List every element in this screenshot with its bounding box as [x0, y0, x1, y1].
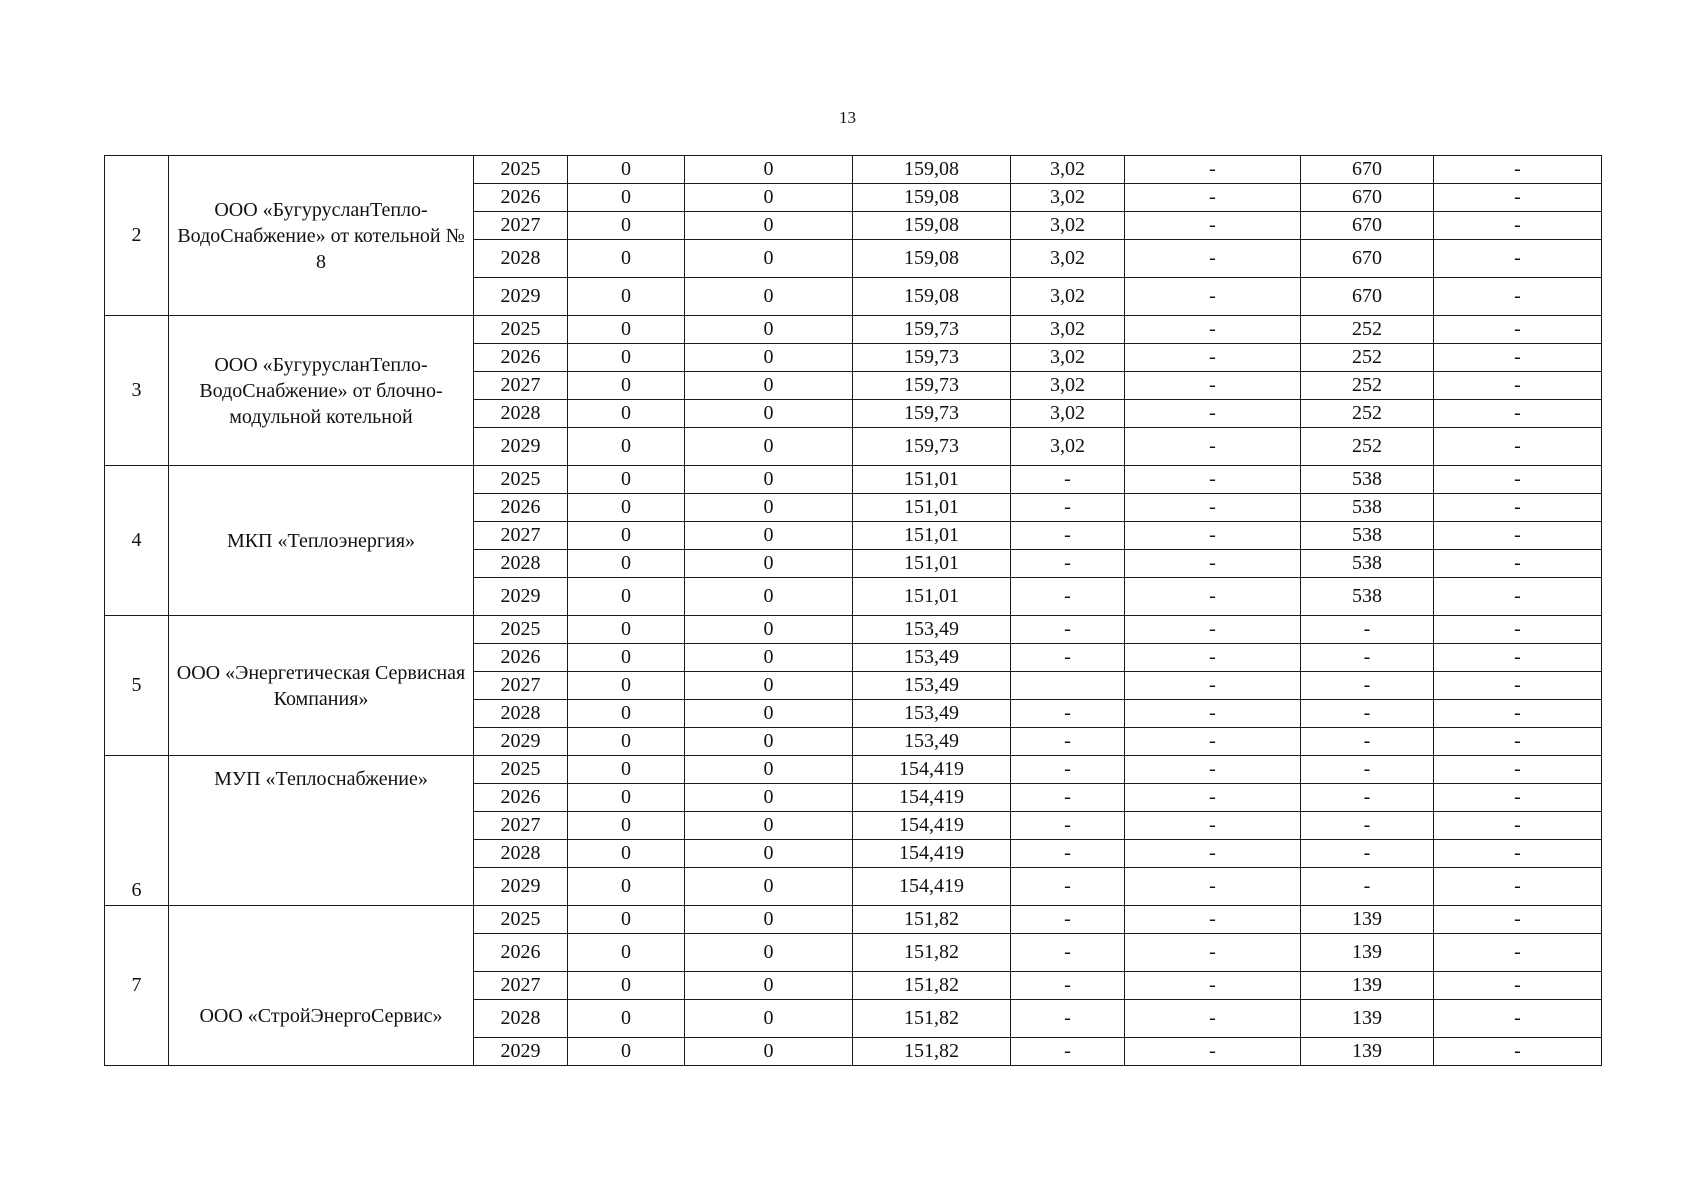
value-2-cell: 0: [685, 616, 853, 644]
value-7-cell: -: [1434, 906, 1602, 934]
value-6-cell: -: [1301, 700, 1434, 728]
value-6-cell: 538: [1301, 466, 1434, 494]
organization-cell: ООО «БугурусланТепло-ВодоСнабжение» от блочно-модульной котельной: [169, 316, 474, 466]
value-7-cell: -: [1434, 672, 1602, 700]
value-1-cell: 0: [568, 868, 685, 906]
value-2-cell: 0: [685, 972, 853, 1000]
row-number-cell: 7: [105, 906, 169, 1066]
value-2-cell: 0: [685, 700, 853, 728]
tariff-cell: 151,82: [853, 1000, 1011, 1038]
value-2-cell: 0: [685, 212, 853, 240]
value-7-cell: -: [1434, 494, 1602, 522]
tariff-table: [104, 155, 1602, 1066]
value-1-cell: 0: [568, 372, 685, 400]
tariff-cell: 159,08: [853, 156, 1011, 184]
value-7-cell: -: [1434, 212, 1602, 240]
value-7-cell: -: [1434, 1000, 1602, 1038]
value-5-cell: -: [1125, 1000, 1301, 1038]
value-5-cell: -: [1125, 156, 1301, 184]
year-cell: 2026: [474, 784, 568, 812]
value-4-cell: -: [1011, 840, 1125, 868]
value-7-cell: -: [1434, 400, 1602, 428]
value-6-cell: -: [1301, 672, 1434, 700]
value-4-cell: -: [1011, 728, 1125, 756]
value-7-cell: -: [1434, 616, 1602, 644]
value-1-cell: 0: [568, 400, 685, 428]
value-5-cell: -: [1125, 672, 1301, 700]
year-cell: 2025: [474, 756, 568, 784]
value-4-cell: -: [1011, 522, 1125, 550]
value-1-cell: 0: [568, 672, 685, 700]
value-7-cell: -: [1434, 1038, 1602, 1066]
value-6-cell: 670: [1301, 240, 1434, 278]
value-4-cell: -: [1011, 868, 1125, 906]
value-7-cell: -: [1434, 184, 1602, 212]
value-5-cell: -: [1125, 578, 1301, 616]
value-6-cell: 538: [1301, 494, 1434, 522]
value-2-cell: 0: [685, 494, 853, 522]
tariff-cell: 154,419: [853, 868, 1011, 906]
value-5-cell: -: [1125, 400, 1301, 428]
value-1-cell: 0: [568, 906, 685, 934]
value-1-cell: 0: [568, 240, 685, 278]
value-2-cell: 0: [685, 344, 853, 372]
value-5-cell: -: [1125, 494, 1301, 522]
year-cell: 2029: [474, 1038, 568, 1066]
tariff-cell: 159,08: [853, 278, 1011, 316]
tariff-cell: 159,73: [853, 428, 1011, 466]
value-1-cell: 0: [568, 316, 685, 344]
value-2-cell: 0: [685, 906, 853, 934]
value-5-cell: -: [1125, 812, 1301, 840]
year-cell: 2026: [474, 644, 568, 672]
value-6-cell: 139: [1301, 1000, 1434, 1038]
value-2-cell: 0: [685, 728, 853, 756]
year-cell: 2027: [474, 212, 568, 240]
value-2-cell: 0: [685, 466, 853, 494]
value-4-cell: -: [1011, 906, 1125, 934]
year-cell: 2027: [474, 812, 568, 840]
tariff-cell: 159,08: [853, 184, 1011, 212]
value-2-cell: 0: [685, 240, 853, 278]
value-5-cell: -: [1125, 550, 1301, 578]
organization-cell: МКП «Теплоэнергия»: [169, 466, 474, 616]
value-5-cell: -: [1125, 934, 1301, 972]
tariff-cell: 153,49: [853, 644, 1011, 672]
value-1-cell: 0: [568, 728, 685, 756]
value-5-cell: -: [1125, 184, 1301, 212]
value-4-cell: 3,02: [1011, 400, 1125, 428]
value-1-cell: 0: [568, 578, 685, 616]
value-6-cell: -: [1301, 868, 1434, 906]
value-4-cell: 3,02: [1011, 372, 1125, 400]
value-7-cell: -: [1434, 756, 1602, 784]
value-2-cell: 0: [685, 756, 853, 784]
tariff-cell: 159,73: [853, 316, 1011, 344]
value-6-cell: -: [1301, 840, 1434, 868]
table-row: [105, 906, 1602, 934]
value-4-cell: -: [1011, 700, 1125, 728]
year-cell: 2028: [474, 550, 568, 578]
value-2-cell: 0: [685, 278, 853, 316]
value-1-cell: 0: [568, 756, 685, 784]
value-2-cell: 0: [685, 372, 853, 400]
value-1-cell: 0: [568, 812, 685, 840]
tariff-cell: 151,01: [853, 522, 1011, 550]
table-row: [105, 316, 1602, 344]
tariff-cell: 154,419: [853, 812, 1011, 840]
value-1-cell: 0: [568, 494, 685, 522]
table-row: [105, 756, 1602, 784]
year-cell: 2025: [474, 906, 568, 934]
organization-cell: ООО «СтройЭнергоСервис»: [169, 906, 474, 1066]
value-7-cell: -: [1434, 812, 1602, 840]
tariff-cell: 151,82: [853, 1038, 1011, 1066]
value-6-cell: 252: [1301, 428, 1434, 466]
value-7-cell: -: [1434, 972, 1602, 1000]
row-number-cell: 4: [105, 466, 169, 616]
value-4-cell: [1011, 672, 1125, 700]
value-2-cell: 0: [685, 316, 853, 344]
value-5-cell: -: [1125, 840, 1301, 868]
value-6-cell: 670: [1301, 278, 1434, 316]
year-cell: 2027: [474, 372, 568, 400]
value-6-cell: 538: [1301, 578, 1434, 616]
value-6-cell: -: [1301, 756, 1434, 784]
value-1-cell: 0: [568, 1000, 685, 1038]
tariff-cell: 151,01: [853, 578, 1011, 616]
value-1-cell: 0: [568, 184, 685, 212]
year-cell: 2029: [474, 728, 568, 756]
value-4-cell: -: [1011, 1038, 1125, 1066]
page-number: 13: [839, 108, 856, 127]
value-7-cell: -: [1434, 840, 1602, 868]
year-cell: 2027: [474, 672, 568, 700]
value-4-cell: -: [1011, 812, 1125, 840]
value-7-cell: -: [1434, 868, 1602, 906]
year-cell: 2026: [474, 344, 568, 372]
table-row: [105, 616, 1602, 644]
year-cell: 2025: [474, 616, 568, 644]
year-cell: 2029: [474, 278, 568, 316]
year-cell: 2028: [474, 1000, 568, 1038]
value-6-cell: 252: [1301, 372, 1434, 400]
tariff-cell: 151,01: [853, 494, 1011, 522]
value-4-cell: 3,02: [1011, 316, 1125, 344]
tariff-cell: 151,82: [853, 906, 1011, 934]
value-5-cell: -: [1125, 466, 1301, 494]
value-7-cell: -: [1434, 316, 1602, 344]
value-5-cell: -: [1125, 756, 1301, 784]
value-2-cell: 0: [685, 868, 853, 906]
year-cell: 2026: [474, 184, 568, 212]
value-7-cell: -: [1434, 550, 1602, 578]
value-5-cell: -: [1125, 344, 1301, 372]
year-cell: 2027: [474, 972, 568, 1000]
value-6-cell: 252: [1301, 316, 1434, 344]
year-cell: 2029: [474, 428, 568, 466]
value-6-cell: 538: [1301, 550, 1434, 578]
value-2-cell: 0: [685, 672, 853, 700]
tariff-cell: 151,01: [853, 466, 1011, 494]
value-7-cell: -: [1434, 278, 1602, 316]
value-5-cell: -: [1125, 700, 1301, 728]
value-5-cell: -: [1125, 316, 1301, 344]
value-4-cell: -: [1011, 466, 1125, 494]
value-7-cell: -: [1434, 372, 1602, 400]
value-1-cell: 0: [568, 700, 685, 728]
value-6-cell: 139: [1301, 1038, 1434, 1066]
value-4-cell: -: [1011, 1000, 1125, 1038]
value-7-cell: -: [1434, 784, 1602, 812]
tariff-cell: 153,49: [853, 700, 1011, 728]
value-1-cell: 0: [568, 1038, 685, 1066]
value-6-cell: 670: [1301, 212, 1434, 240]
tariff-cell: 159,73: [853, 400, 1011, 428]
value-1-cell: 0: [568, 972, 685, 1000]
value-5-cell: -: [1125, 1038, 1301, 1066]
value-6-cell: 670: [1301, 156, 1434, 184]
value-4-cell: 3,02: [1011, 278, 1125, 316]
value-4-cell: -: [1011, 756, 1125, 784]
value-5-cell: -: [1125, 240, 1301, 278]
value-7-cell: -: [1434, 522, 1602, 550]
value-4-cell: -: [1011, 494, 1125, 522]
tariff-cell: 154,419: [853, 756, 1011, 784]
value-1-cell: 0: [568, 784, 685, 812]
value-6-cell: 139: [1301, 906, 1434, 934]
value-4-cell: 3,02: [1011, 212, 1125, 240]
value-2-cell: 0: [685, 156, 853, 184]
tariff-cell: 151,82: [853, 934, 1011, 972]
row-number-cell: 6: [105, 756, 169, 906]
value-6-cell: 252: [1301, 344, 1434, 372]
year-cell: 2029: [474, 868, 568, 906]
value-4-cell: 3,02: [1011, 240, 1125, 278]
value-2-cell: 0: [685, 184, 853, 212]
value-2-cell: 0: [685, 1000, 853, 1038]
value-6-cell: -: [1301, 812, 1434, 840]
value-4-cell: -: [1011, 934, 1125, 972]
year-cell: 2025: [474, 466, 568, 494]
year-cell: 2025: [474, 156, 568, 184]
value-2-cell: 0: [685, 934, 853, 972]
value-6-cell: -: [1301, 784, 1434, 812]
value-4-cell: -: [1011, 784, 1125, 812]
year-cell: 2027: [474, 522, 568, 550]
value-7-cell: -: [1434, 700, 1602, 728]
tariff-cell: 153,49: [853, 672, 1011, 700]
value-5-cell: -: [1125, 728, 1301, 756]
value-4-cell: -: [1011, 550, 1125, 578]
value-1-cell: 0: [568, 840, 685, 868]
value-2-cell: 0: [685, 522, 853, 550]
value-1-cell: 0: [568, 616, 685, 644]
tariff-cell: 154,419: [853, 840, 1011, 868]
organization-cell: ООО «Энергетическая Сервисная Компания»: [169, 616, 474, 756]
value-6-cell: 139: [1301, 934, 1434, 972]
value-7-cell: -: [1434, 934, 1602, 972]
tariff-cell: 153,49: [853, 616, 1011, 644]
value-7-cell: -: [1434, 466, 1602, 494]
year-cell: 2028: [474, 700, 568, 728]
value-4-cell: 3,02: [1011, 156, 1125, 184]
value-1-cell: 0: [568, 644, 685, 672]
value-6-cell: 252: [1301, 400, 1434, 428]
value-2-cell: 0: [685, 840, 853, 868]
tariff-cell: 151,01: [853, 550, 1011, 578]
value-6-cell: -: [1301, 728, 1434, 756]
value-7-cell: -: [1434, 240, 1602, 278]
value-2-cell: 0: [685, 550, 853, 578]
value-1-cell: 0: [568, 156, 685, 184]
value-1-cell: 0: [568, 212, 685, 240]
organization-cell: ООО «БугурусланТепло-ВодоСнабжение» от котельной № 8: [169, 156, 474, 316]
year-cell: 2028: [474, 240, 568, 278]
value-5-cell: -: [1125, 784, 1301, 812]
value-4-cell: 3,02: [1011, 428, 1125, 466]
value-5-cell: -: [1125, 212, 1301, 240]
row-number-cell: 3: [105, 316, 169, 466]
value-2-cell: 0: [685, 644, 853, 672]
value-4-cell: 3,02: [1011, 344, 1125, 372]
value-2-cell: 0: [685, 578, 853, 616]
value-1-cell: 0: [568, 278, 685, 316]
year-cell: 2028: [474, 400, 568, 428]
value-7-cell: -: [1434, 428, 1602, 466]
value-6-cell: 139: [1301, 972, 1434, 1000]
value-5-cell: -: [1125, 644, 1301, 672]
value-1-cell: 0: [568, 934, 685, 972]
value-7-cell: -: [1434, 344, 1602, 372]
table-row: [105, 466, 1602, 494]
value-2-cell: 0: [685, 400, 853, 428]
value-5-cell: -: [1125, 906, 1301, 934]
year-cell: 2028: [474, 840, 568, 868]
year-cell: 2029: [474, 578, 568, 616]
value-5-cell: -: [1125, 428, 1301, 466]
tariff-cell: 159,73: [853, 372, 1011, 400]
value-6-cell: -: [1301, 616, 1434, 644]
organization-cell: МУП «Теплоснабжение»: [169, 756, 474, 906]
value-6-cell: 670: [1301, 184, 1434, 212]
row-number-cell: 2: [105, 156, 169, 316]
value-2-cell: 0: [685, 428, 853, 466]
year-cell: 2026: [474, 494, 568, 522]
tariff-cell: 151,82: [853, 972, 1011, 1000]
table-row: [105, 156, 1602, 184]
year-cell: 2026: [474, 934, 568, 972]
value-7-cell: -: [1434, 578, 1602, 616]
value-2-cell: 0: [685, 812, 853, 840]
value-2-cell: 0: [685, 784, 853, 812]
tariff-cell: 159,73: [853, 344, 1011, 372]
value-1-cell: 0: [568, 428, 685, 466]
value-6-cell: 538: [1301, 522, 1434, 550]
value-5-cell: -: [1125, 868, 1301, 906]
value-5-cell: -: [1125, 372, 1301, 400]
value-7-cell: -: [1434, 644, 1602, 672]
value-5-cell: -: [1125, 278, 1301, 316]
tariff-cell: 154,419: [853, 784, 1011, 812]
value-1-cell: 0: [568, 522, 685, 550]
value-7-cell: -: [1434, 728, 1602, 756]
value-7-cell: -: [1434, 156, 1602, 184]
tariff-cell: 159,08: [853, 240, 1011, 278]
value-1-cell: 0: [568, 550, 685, 578]
value-6-cell: -: [1301, 644, 1434, 672]
tariff-cell: 153,49: [853, 728, 1011, 756]
tariff-cell: 159,08: [853, 212, 1011, 240]
row-number-cell: 5: [105, 616, 169, 756]
value-1-cell: 0: [568, 466, 685, 494]
value-4-cell: -: [1011, 616, 1125, 644]
year-cell: 2025: [474, 316, 568, 344]
table-body: [105, 156, 1602, 1066]
value-4-cell: 3,02: [1011, 184, 1125, 212]
value-4-cell: -: [1011, 972, 1125, 1000]
value-1-cell: 0: [568, 344, 685, 372]
value-5-cell: -: [1125, 522, 1301, 550]
value-5-cell: -: [1125, 616, 1301, 644]
value-4-cell: -: [1011, 578, 1125, 616]
value-4-cell: -: [1011, 644, 1125, 672]
value-2-cell: 0: [685, 1038, 853, 1066]
value-5-cell: -: [1125, 972, 1301, 1000]
